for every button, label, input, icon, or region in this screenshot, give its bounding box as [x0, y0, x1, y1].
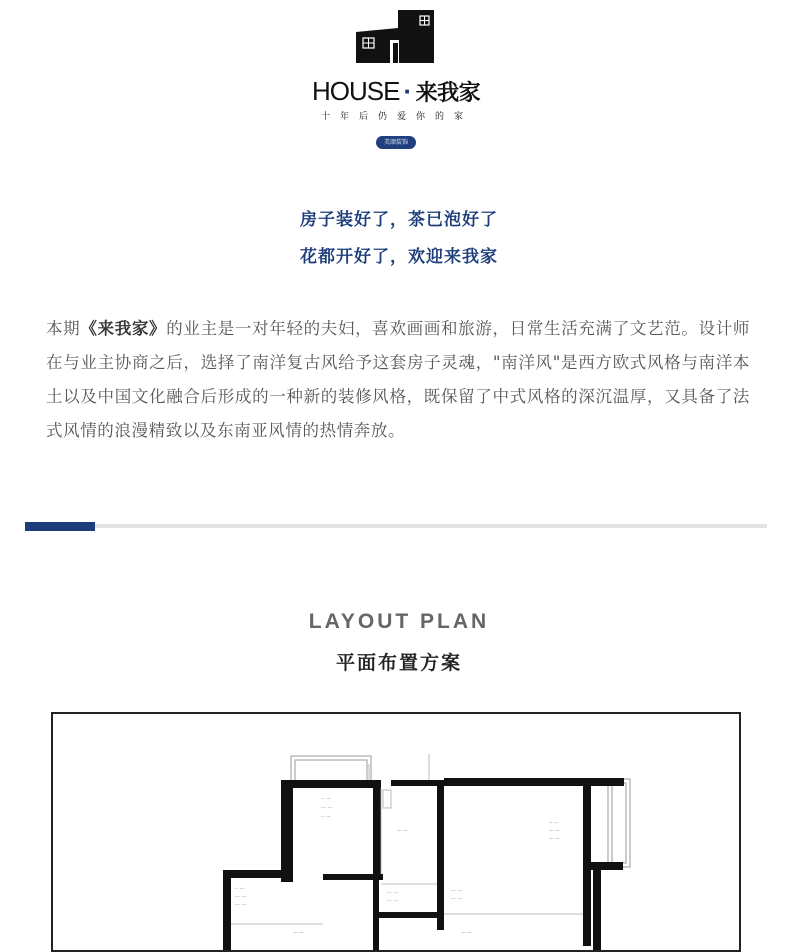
svg-text:··· ···: ··· ···	[549, 836, 561, 842]
brand-dot: ·	[403, 76, 412, 106]
svg-text:··· ···: ··· ···	[397, 828, 409, 834]
floor-plan-drawing	[53, 714, 741, 952]
svg-text:··· ···: ··· ···	[461, 930, 473, 936]
svg-text:··· ···: ··· ···	[235, 902, 247, 908]
header-logo	[0, 0, 798, 160]
slogan-line-1: 房子装好了，茶已泡好了	[300, 210, 498, 230]
section-divider	[25, 522, 767, 529]
svg-text:··· ···: ··· ···	[549, 828, 561, 834]
brand-title	[312, 76, 492, 107]
intro-prefix: 本期	[46, 319, 81, 338]
svg-text:··· ···: ··· ···	[235, 894, 247, 900]
section-title-cn: 平面布置方案	[335, 652, 462, 674]
brand-tagline: 十年后仍爱你的家	[320, 112, 473, 122]
svg-text:·· ···: ·· ···	[321, 796, 331, 802]
svg-text:··· ···: ··· ···	[451, 888, 463, 894]
slogan-line-2: 花都开好了，欢迎来我家	[300, 247, 498, 267]
intro-paragraph	[46, 312, 750, 448]
svg-text:·· ···: ·· ···	[549, 820, 559, 826]
brand-cn: 来我家	[415, 81, 481, 106]
svg-text:··· ···: ··· ···	[387, 890, 399, 896]
section-title-en: LAYOUT PLAN	[308, 610, 490, 633]
svg-text:·· ···: ·· ···	[321, 814, 331, 820]
svg-text:··· ···: ··· ···	[321, 805, 333, 811]
svg-text:··· ···: ··· ···	[451, 896, 463, 902]
brand-en: HOUSE	[312, 76, 400, 106]
floor-plan-image	[51, 712, 741, 952]
svg-text:··· ···: ··· ···	[293, 930, 305, 936]
intro-body: 的业主是一对年轻的夫妇，喜欢画画和旅游，日常生活充满了文艺范。设计师在与业主协商之后，选择了南洋复古风给予这套房子灵魂，"南洋风"是西方欧式风格与南洋本土以及中国文化融合后形成的一种新的装修风格，既保留了中式风格的深沉温厚，又具备了法式风情的浪漫精致以及东南亚风情的热情奔放。	[46, 319, 751, 440]
svg-text:·· ···: ·· ···	[235, 886, 245, 892]
divider-accent	[25, 522, 95, 531]
intro-highlight: 《来我家》	[80, 319, 167, 338]
svg-text:··· ···: ··· ···	[387, 898, 399, 904]
brand-badge: 美颂装饰	[376, 136, 416, 149]
divider-track	[25, 524, 767, 528]
house-logo-icon	[354, 10, 436, 66]
